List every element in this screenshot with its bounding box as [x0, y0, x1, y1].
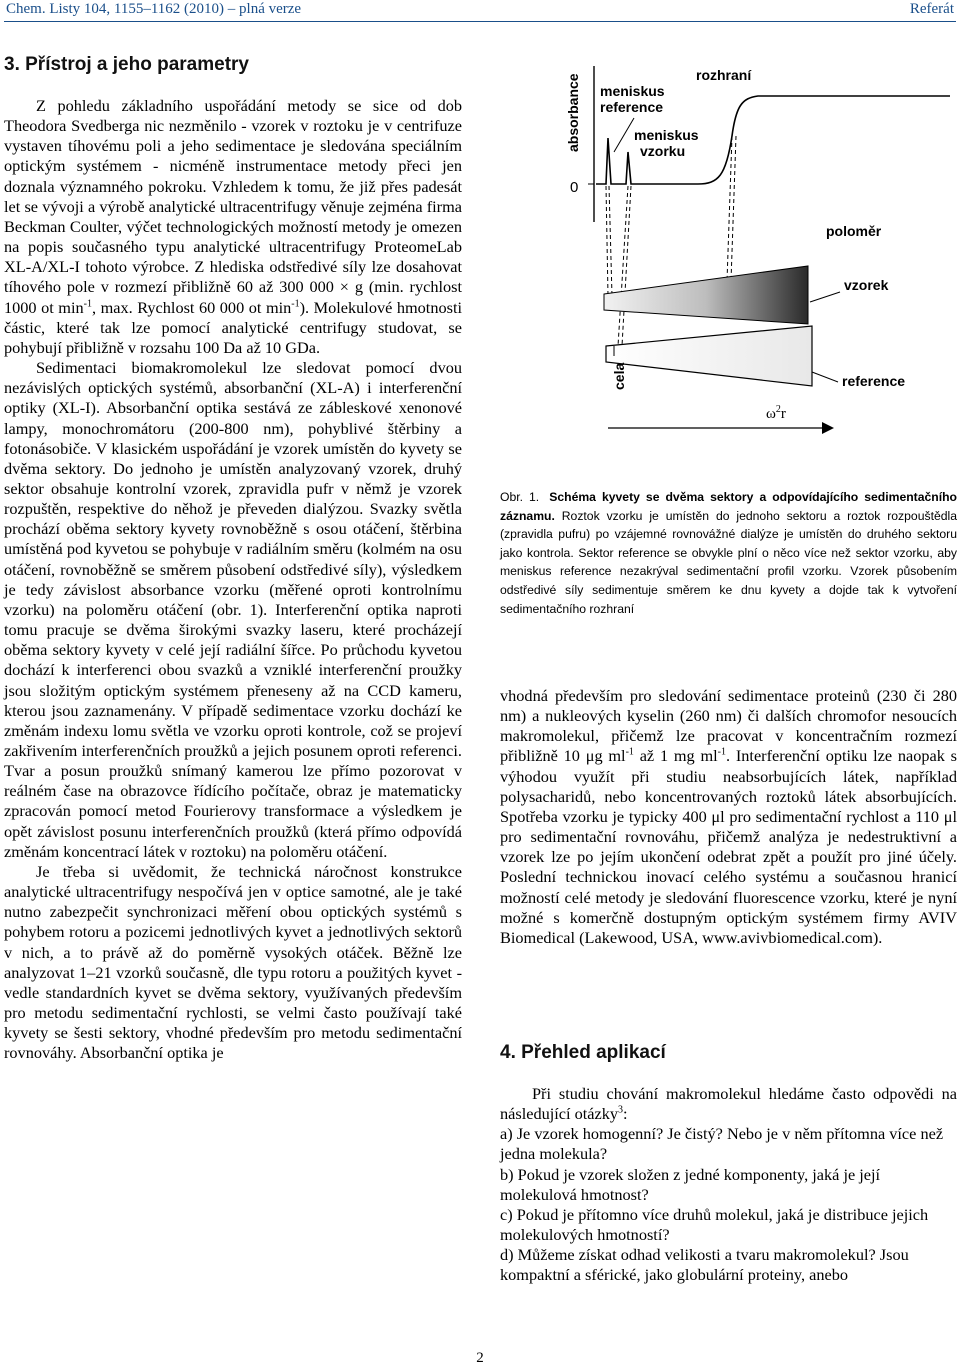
label-omega-squared-r: $\omega^2r$ — [766, 404, 786, 422]
paragraph-3: Je třeba si uvědomit, že technická náročnost konstrukce analytické ultracentrifugy nespočívá jen v optice samotné, ale je také nutno zabezpečit synchronizaci měření obou optických systémů s pohybem rotoru a pozicemi jednotlivých kyvet a jednotlivých sektorů v nich, a to právě až do poměrně vysokých otáček. Běžně lze analyzovat 1–21 vzorků současně, dle typu rotoru a použitých kyvet - vedle standardních kyvet se dvěma sektory, využívaných především pro metodu sedimentační rychlosti, se velmi často používají také kyvety se šesti sektory, vhodné především pro metodu sedimentační rovnováhy. Absorbanční optika je — [4, 861, 462, 1063]
label-meniskus-vzorku-1: meniskus — [634, 127, 699, 143]
running-header — [4, 0, 956, 20]
label-meniskus-reference-1: meniskus — [600, 83, 665, 99]
journal-citation: Chem. Listy 104, 1155–1162 (2010) – plná verze — [6, 1, 302, 17]
caption-label: Obr. 1. — [500, 490, 540, 504]
label-cela: cela — [611, 362, 627, 390]
label-reference: reference — [842, 373, 906, 389]
caption-title: Schéma kyvety se dvěma sektory a odpovídajícího sedimentačního záznamu. — [500, 490, 957, 523]
left-column — [4, 52, 462, 1064]
section-4-title: 4. Přehled aplikací — [500, 1042, 666, 1063]
label-meniskus-reference-2: reference — [600, 99, 664, 115]
figure-1-diagram — [548, 56, 958, 476]
header-rule — [4, 21, 956, 22]
label-meniskus-vzorku-2: vzorku — [640, 143, 686, 159]
label-vzorek: vzorek — [844, 277, 889, 293]
label-rozhrani: rozhraní — [696, 67, 752, 83]
article-type: Referát — [909, 1, 954, 17]
question-list — [500, 1124, 957, 1285]
right-column-continuation — [500, 686, 957, 948]
paragraph-3-continued: vhodná především pro sledování sedimentace proteinů (230 či 280 nm) a nukleových kyselin (260 nm) či dalších chromofor nesoucích makromolekul, přičemž lze pracovat v koncentračním rozmezí přibližně 10 μg $ml^{-1}$ až 1 mg $ml^{-1}$. Interferenční optiku lze naopak s výhodou využít při studiu neabsorbujících látek, například polysacharidů, nebo koncentrovaných roztoků látek absorbujících. Spotřeba vzorku je typicky 400 μl pro sedimentační rychlost a 110 μl pro sedimentační rovnováhu, přičemž analýza je nedestruktivní a vzorek lze po jejím ukončení odebrat zpět a použít pro jiné účely. Poslední technickou inovací celého systému a současnou hranicí možností celé metody je sledování fluorescence vzorku, které je nyní možné s komerčně dostupným optickým systémem firmy AVIV Biomedical (Lakewood, USA, www.avivbiomedical.com). — [500, 686, 958, 947]
section-4-intro: Při studiu chování makromolekul hledáme často odpovědi na následující otázky$^3$: — [500, 1084, 957, 1124]
question-b: b) Pokud je vzorek složen z jedné komponenty, jaká je její molekulová hmotnost? — [500, 1164, 881, 1204]
question-c: c) Pokud je přítomno více druhů molekul, jaká je distribuce jejich molekulových hmotností? — [500, 1204, 929, 1245]
paragraph-2: Sedimentaci biomakromolekul lze sledovat pomocí dvou nezávislých optických systémů, absorbanční (XL-A) i interferenční optiky (XL-I). Absorbanční optika sestává ze zábleskové xenonové lampy, monochromátoru (200-800 nm), pohyblivé štěrbiny a fotonásobiče. V klasickém uspořádání je vzorek umístěn do kyvety se dvěma sektory. Do jednoho je umístěn analyzovaný vzorek, druhý sektor obsahuje kontrolní vzorek, zpravidla pufr v němž je vzorek rozpuštěn, respektive do něhož je převeden dialýzou. Svazky světla prochází oběma sektory kyvety rovnoběžně s osou otáčení, štěrbina umístěná pod kyvetou se pohybuje v radiálním směru (kolmém na osu otáčení, rovnoběžně se směrem působení odstředivé síly), výsledkem je tedy závislost absorbance vzorku (měřené oproti kontrolnímu vzorku) na poloměru otáčení (obr. 1). Interferenční optika naproti tomu pracuje se dvěma širokými svazky laseru, které procházejí oběma sektory kyvety v celé její radiální šířce. Po průchodu kyvetou dochází k interferenci obou svazků a vzniklé interferenční proužky jsou složitým optickým systémem přeneseny až na CCD kameru, kterou jsou zaznamenány. V případě sedimentace vzorku dochází ke změnám indexu lomu světla ve vzorku oproti kontrole, což se projeví zakřivením interferenčních proužků a jejich posunem oproti referenci. Tvar a posun proužků snímaný kamerou lze přímo pozorovat v reálném čase na obrazovce řídícího počítače, obraz je matematicky zpracován pomocí metod Fourierovy transformace a výsledkem je opět závislost posunu interferenčních proužků (která přímo odpovídá změnám koncentrací látek v roztoku) na poloměru otáčení. — [4, 358, 462, 861]
figure-1-caption — [500, 488, 957, 618]
question-a: a) Je vzorek homogenní? Je čistý? Nebo je v něm přítomna více než jedna molekula? — [500, 1124, 944, 1164]
paragraph-1: Z pohledu základního uspořádání metody se sice od dob Theodora Svedberga nic nezměnilo - vzorek v roztoku je v centrifuze vystaven tíhovému poli a jeho sedimentace je sledována speciálním optickým systémem - nicméně instrumentace metody přeci jen doznala významného pokroku. Vzhledem k tomu, že již přes padesát let se vývoji a výrobě analytické ultracentrifugy věnuje zejména firma Beckman Coulter, výčet technologických možností metody je omezen na popis současného typu analytické ultracentrifugy ProteomeLab XL-A/XL-I tohoto výrobce. Z hlediska odstředivé síly lze dosahovat tíhového pole v rozmezí přibližně 60 až 300 000 × g (min. rychlost 1000 ot $\min^{-1}$, max. Rychlost 60 000 ot $\min^{-1}$). Molekulové hmotnosti částic, které tak lze pomocí analytické centrifugy studovat, se pohybují přibližně v rozsahu 100 Da až 10 GDa. — [4, 96, 462, 357]
axis-label-absorbance: absorbance — [565, 73, 581, 152]
question-d: d) Můžeme získat odhad velikosti a tvaru makromolekul? Jsou kompaktní a sférické, jako globulární proteiny, anebo — [500, 1245, 909, 1285]
section-3-title: 3. Přístroj a jeho parametry — [4, 54, 249, 75]
page-number: 2 — [476, 1350, 484, 1366]
caption-text: Roztok vzorku je umístěn do jednoho sektoru a roztok rozpouštědla (zpravidla pufru) po vzájemné rovnovážné dialýze je umístěn do druhého sektoru jako kontrola. Sektor reference se obvykle plní o něco více než sektor vzorku, aby meniskus reference nezakrýval sedimentační profil vzorku. Vzorek působením odstředivé síly sedimentuje směrem ke dnu kyvety a dojde tak k vytvoření sedimentačního rozhraní — [500, 508, 957, 616]
axis-label-polomer: poloměr — [826, 223, 882, 239]
axis-zero: 0 — [570, 179, 579, 196]
section-4 — [500, 1040, 957, 1286]
